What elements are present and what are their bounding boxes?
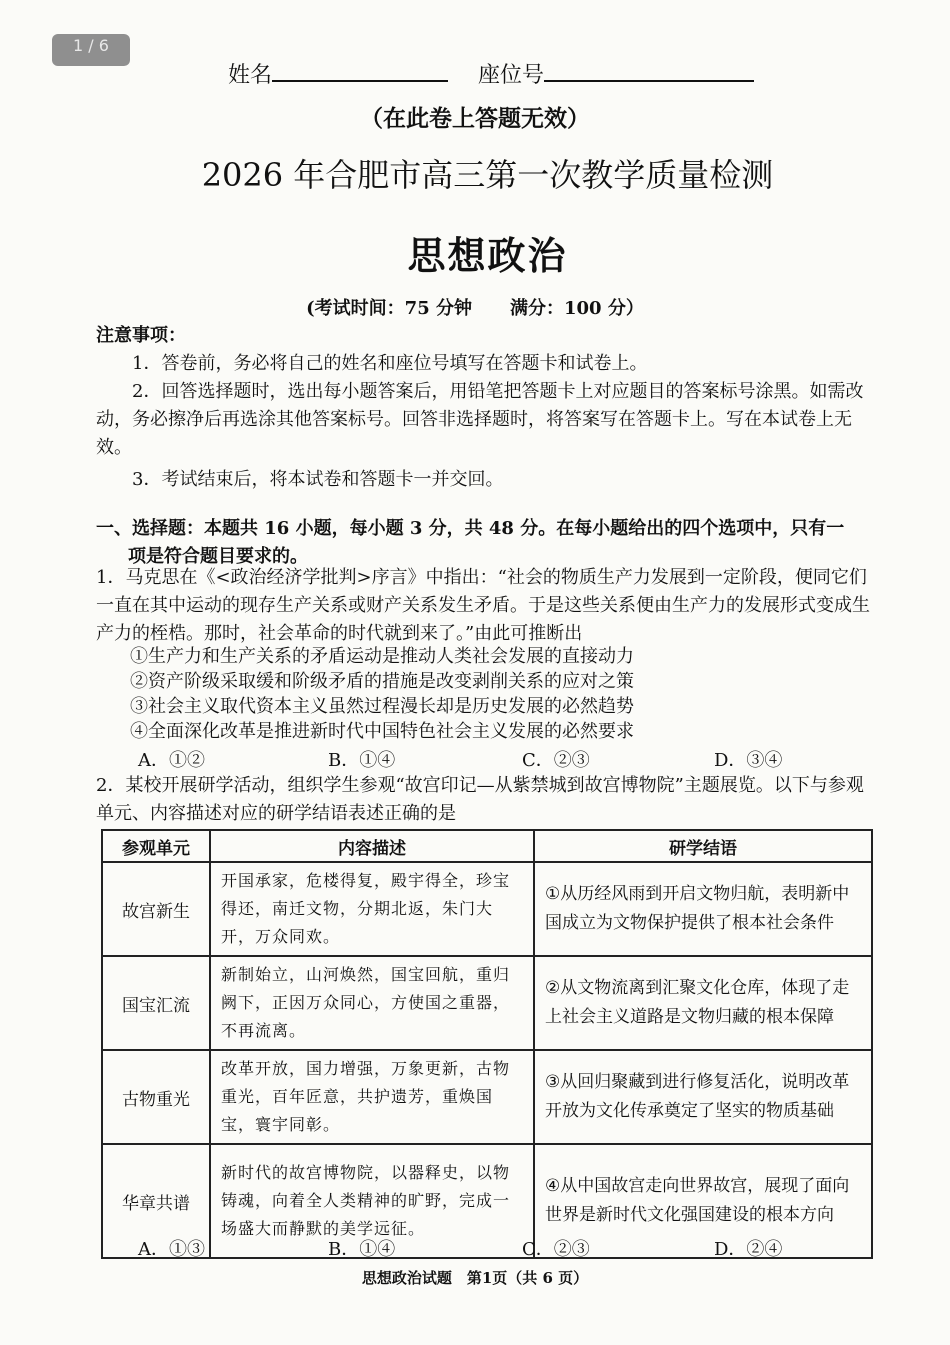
table-cell-unit: 华章共谱 [102,1144,210,1258]
q1-choice-d: D．③④ [714,750,783,771]
invalid-answer-note: （在此卷上答题无效） [360,105,590,132]
q2-choice-c: C．②③ [522,1239,590,1260]
table-cell-desc: 新制始立，山河焕然，国宝回航，重归阙下，正因万众同心，方使国之重器，不再流离。 [210,956,534,1050]
candidate-info-line [228,58,754,89]
section-heading-line: 一、选择题：本题共 16 小题，每小题 3 分，共 48 分。在每小题给出的四个选项中，只有一 [96,518,845,539]
q2-choice-a: A．①③ [138,1239,205,1260]
note-item: 3．考试结束后，将本试卷和答题卡一并交回。 [132,469,504,490]
q1-choice-b: B．①④ [328,750,396,771]
seat-blank [544,60,754,82]
table-cell-unit: 国宝汇流 [102,956,210,1050]
section-heading-line: 项是符合题目要求的。 [128,546,308,567]
name-label: 姓名 [228,63,273,88]
q1-option: ④全面深化改革是推进新时代中国特色社会主义发展的必然要求 [130,721,634,742]
table-row [102,1050,872,1144]
subject-title: 思想政治 [407,233,568,278]
table-row [102,862,872,956]
exam-title: 2026 年合肥市高三第一次教学质量检测 [201,156,774,194]
question-2-stem: 2．某校开展研学活动，组织学生参观“故宫印记—从紫禁城到故宫博物院”主题展览。以下与参观单元、内容描述对应的研学结语表述正确的是 [96,775,864,824]
q1-option: ②资产阶级采取缓和阶级矛盾的措施是改变剥削关系的应对之策 [130,671,634,692]
table-row [102,956,872,1050]
q1-choice-c: C．②③ [522,750,590,771]
table-cell-conclusion: ④从中国故宫走向世界故宫，展现了面向世界是新时代文化强国建设的根本方向 [534,1144,872,1258]
notes-heading: 注意事项： [96,325,186,346]
exam-full-score: 满分：100 分） [510,298,644,319]
exam-time: (考试时间：75 分钟 [306,298,472,319]
table-cell-desc: 改革开放，国力增强，万象更新，古物重光，百年匠意，共护遗芳，重焕国宝，寰宇同彰。 [210,1050,534,1144]
q1-option: ③社会主义取代资本主义虽然过程漫长却是历史发展的必然趋势 [130,696,634,717]
name-blank [272,60,448,82]
seat-label: 座位号 [478,63,545,88]
table-cell-desc: 新时代的故宫博物院，以器释史，以物铸魂，向着全人类精神的旷野，完成一场盛大而静默的美学远征。 [210,1144,534,1258]
study-table [101,829,873,1259]
question-1-stem: 1．马克思在《<政治经济学批判>序言》中指出：“社会的物质生产力发展到一定阶段，便同它们一直在其中运动的现存生产关系或财产关系发生矛盾。于是这些关系便由生产力的发展形式变成生产力的桎梏。那时，社会革命的时代就到来了。”由此可推断出 [96,567,870,644]
table-cell-desc: 开国承家，危楼得复，殿宇得全，珍宝得还，南迁文物，分期北返，朱门大开，万众同欢。 [210,862,534,956]
q2-choice-d: D．②④ [714,1239,783,1260]
table-cell-conclusion: ②从文物流离到汇聚文化仓库，体现了走上社会主义道路是文物归藏的根本保障 [534,956,872,1050]
note-item: 1．答卷前，务必将自己的姓名和座位号填写在答题卡和试卷上。 [132,353,648,374]
page-indicator-badge: 1 / 6 [52,34,130,66]
q1-option: ①生产力和生产关系的矛盾运动是推动人类社会发展的直接动力 [130,646,634,667]
exam-info [0,294,950,320]
table-cell-conclusion: ③从回归聚藏到进行修复活化，说明改革开放为文化传承奠定了坚实的物质基础 [534,1050,872,1144]
table-header: 参观单元 [102,830,210,862]
section-heading [96,515,886,571]
table-header-row [102,830,872,862]
q2-choice-b: B．①④ [328,1239,396,1260]
note-item: 2．回答选择题时，选出每小题答案后，用铅笔把答题卡上对应题目的答案标号涂黑。如需改动，务必擦净后再选涂其他答案标号。回答非选择题时，将答案写在答题卡上。写在本试卷上无效。 [96,381,864,458]
q1-choice-a: A．①② [138,750,205,771]
table-cell-unit: 故宫新生 [102,862,210,956]
page-footer: 思想政治试题 第1页（共 6 页） [361,1269,589,1287]
table-header: 内容描述 [210,830,534,862]
table-header: 研学结语 [534,830,872,862]
table-cell-unit: 古物重光 [102,1050,210,1144]
table-cell-conclusion: ①从历经风雨到开启文物归航，表明新中国成立为文物保护提供了根本社会条件 [534,862,872,956]
